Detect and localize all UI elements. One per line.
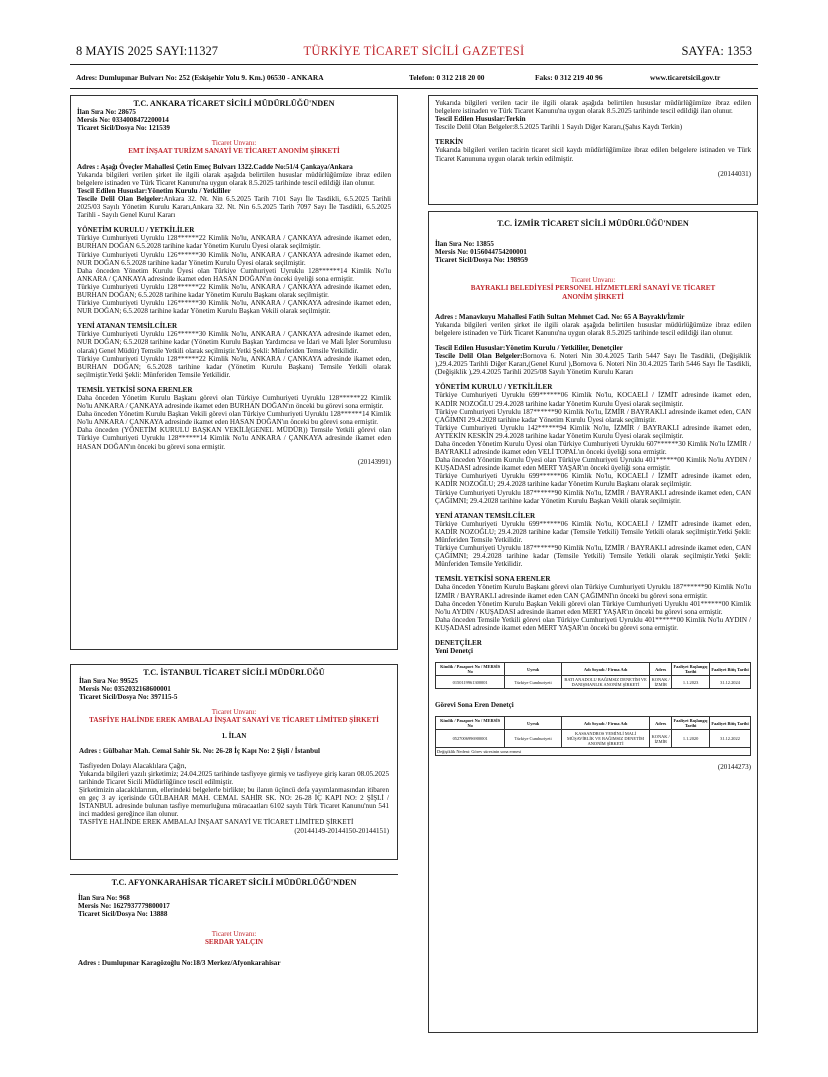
notice-afyonkarahisar	[70, 874, 398, 1059]
paragraph: Türkiye Cumhuriyeti Uyruklu 128******22 Kimlik No'lu, ANKARA / ÇANKAYA adresinde ikamet eden, BURHAN DOĞAN; 6.5.2028 tarihine kadar Yönetim Kurulu Başkanı olarak seçilmiştir.	[77, 282, 391, 299]
notice-istanbul	[70, 664, 398, 860]
new-auditor-table	[435, 662, 751, 689]
mersis-no: Mersis No: 1627937779800017	[78, 902, 170, 911]
office-title: T.C. AFYONKARAHİSAR TİCARET SİCİLİ MÜDÜRLÜĞÜ'NDEN	[111, 878, 357, 887]
section-title-new-reps: YENİ ATANAN TEMSİLCİLER	[435, 511, 536, 520]
paragraph: TASFİYE HALİNDE EREK AMBALAJ İNŞAAT SANAYİ VE TİCARET LİMİTED ŞİRKETİ	[79, 818, 354, 827]
paragraph: Tasfiyeden Dolayı Alacaklılara Çağrı,	[79, 761, 187, 770]
tescile-delil-text: Ankara 32. Nt. Nin 6.5.2025 Tarih 7101 Sayı İle Tasdikli, 6.5.2025 Tarihli 2025/03 Sayılı Yönetim Kurulu Kararı,Ankara 32. Nt. Nin 6.5.2025 Tarih 7097 Sayı İle Tasdikli, 6.5.2025 Tarihli - Sayılı Genel Kurul Kararı	[77, 194, 392, 220]
sicil-no: Ticaret Sicil/Dosya No: 397115-5	[79, 693, 178, 702]
page-number: SAYFA: 1353	[681, 44, 752, 58]
paragraph: Daha önceden Yönetim Kurulu Başkan Vekili görevi olan Türkiye Cumhuriyeti Uyruklu 128******14 Kimlik No'lu ANKARA / ÇANKAYA adresinde ikamet eden HASAN DOĞAN'ın önceki bu görevi sona ermiştir.	[77, 410, 391, 427]
section-title-board: YÖNETİM KURULU / YETKİLİLER	[435, 383, 553, 392]
ilan-no: İlan Sıra No: 968	[78, 894, 130, 903]
tescile-delil-label: Tescile Delil Olan Belgeler:	[435, 352, 523, 361]
table-cell: KONAK / İZMİR	[650, 730, 672, 748]
paragraph: Yukarıda bilgileri verilen tacirin ticaret sicil kaydı müdürlüğümüze ibraz edilen belgelere istinaden ve Türk Ticaret Kanununa uygun olarak terkin edilmiştir.	[435, 146, 751, 163]
table-cell: 0150119961300001	[436, 676, 505, 689]
table-row	[436, 748, 751, 756]
column-header: Faaliyet Bitiş Tarihi	[710, 717, 751, 730]
section-title-new-reps: YENİ ATANAN TEMSİLCİLER	[77, 322, 178, 331]
paragraph: Türkiye Cumhuriyeti Uyruklu 126******30 Kimlik No'lu, ANKARA / ÇANKAYA adresinde ikamet eden, NUR DOĞAN; 6.5.2028 tarihine kadar (Yönetim Kurulu Başkan Yardımcısı ve İdari ve Mali İşler Sorumlusu olarak) Genel Müdür) Temsile Yetkili olarak seçilmiştir.Yetki Şekli: Münferiden Temsile Yetkilidir.	[77, 330, 391, 355]
table-note: Değişiklik Nedeni: Görev süresinin sona ermesi	[436, 748, 751, 756]
table-row	[436, 730, 751, 748]
sicil-no: Ticaret Sicil/Dosya No: 121539	[77, 124, 170, 133]
paragraph: Türkiye Cumhuriyeti Uyruklu 128******22 Kimlik No'lu, ANKARA / ÇANKAYA adresinde ikamet eden, BURHAN DOĞAN 6.5.2028 tarihine kadar Yönetim Kurulu Üyesi olarak seçilmiştir.	[77, 234, 391, 251]
company-name: SERDAR YALÇIN	[204, 938, 263, 947]
gazette-title: TÜRKİYE TİCARET SİCİLİ GAZETESİ	[303, 44, 525, 58]
table-cell: Türkiye Cumhuriyeti	[505, 730, 562, 748]
paragraph: Daha önceden Yönetim Kurulu Başkanı görevi olan Türkiye Cumhuriyeti Uyruklu 187******90 Kimlik No'lu İZMİR / BAYRAKLI adresinde ikamet eden CAN ÇAĞIMNI'ın önceki bu görevi sona ermiştir.	[435, 583, 751, 600]
column-header: Faaliyet Başlangıç Tarihi	[673, 718, 708, 729]
table-row	[436, 676, 751, 689]
column-header: Adres	[650, 717, 672, 730]
tescil-hususlar: Tescil Edilen Hususlar:Yönetim Kurulu / Yetkililer	[77, 186, 231, 195]
company-name: BAYRAKLI BELEDİYESİ PERSONEL HİZMETLERİ SANAYİ VE TİCARET ANONİM ŞİRKETİ	[470, 284, 716, 301]
ilan-no: İlan Sıra No: 28675	[77, 108, 136, 117]
company-address: Adres : Aşağı Öveçler Mahallesi Çetin Emeç Bulvarı 1322.Cadde No:51/4 Çankaya/Ankara	[77, 162, 353, 171]
ilan-no: İlan Sıra No: 13855	[435, 240, 494, 249]
column-header: Uyruk	[505, 663, 562, 676]
company-address: Adres : Manavkuyu Mahallesi Fatih Sultan Mehmet Cad. No: 65 A Bayraklı/İzmir	[435, 312, 685, 321]
table-cell: KONAK / İZMİR	[651, 677, 670, 688]
tescil-hususlar: Tescil Edilen Hususlar:Yönetim Kurulu / Yetkililer, Denetçiler	[435, 343, 623, 352]
paragraph: Türkiye Cumhuriyeti Uyruklu 126******30 Kimlik No'lu, ANKARA / ÇANKAYA adresinde ikamet eden, NUR DOĞAN 6.5.2028 tarihine kadar Yönetim Kurulu Üyesi olarak seçilmiştir.	[77, 250, 391, 267]
reference-number: (20144273)	[717, 763, 751, 772]
subsection-ended-auditor: Görevi Sona Eren Denetçi	[435, 701, 514, 710]
section-title-ended: TEMSİL YETKİSİ SONA ERENLER	[77, 385, 193, 394]
table-cell: 31.12.2022	[710, 730, 751, 748]
intro-text: Yukarıda bilgileri verilen şirket ile ilgili olarak aşağıda belirtilen hususlar müdürlüğümüze ibraz edilen belgelere istinaden ve Türk Ticaret Kanunu'na uygun olarak 8.5.2025 tarihinde tescil edildiği ilan olunur.	[77, 170, 391, 187]
paragraph: Daha önceden Yönetim Kurulu Başkan Vekili görevi olan Türkiye Cumhuriyeti Uyruklu 401******00 Kimlik No'lu AYDIN / KUŞADASI adresinde ikamet eden MERT YAŞAR'ın önceki bu görevi sona ermiştir.	[435, 599, 751, 616]
web-text: www.ticaretsicil.gov.tr	[650, 73, 721, 82]
mersis-no: Mersis No: 0156044754200001	[435, 248, 527, 257]
ilan-sequence: 1. İLAN	[221, 731, 247, 740]
column-header: Uyruk	[505, 717, 562, 730]
unvan-label: Ticaret Unvanı:	[211, 930, 257, 939]
subsection-new-auditor: Yeni Denetçi	[435, 647, 474, 656]
company-name: EMT İNŞAAT TURİZM SANAYİ VE TİCARET ANONİM ŞİRKETİ	[128, 147, 340, 156]
paragraph: Daha önceden (YÖNETİM KURULU BAŞKAN VEKİLİ(GENEL MÜDÜR)) Temsile Yetkili görevi olan Türkiye Cumhuriyeti Uyruklu 128******14 Kimlik No'lu ANKARA / ÇANKAYA adresinde ikamet eden HASAN DOĞAN'ın önceki bu görevi sona ermiştir.	[77, 426, 391, 451]
address-rule	[70, 88, 758, 89]
intro-text: Yukarıda bilgileri verilen tacir ile ilgili olarak aşağıda belirtilen hususlar müdürlüğümüze ibraz edilen belgelere istinaden ve Türk Ticaret Kanunu'na uygun olarak 8.5.2025 tarihinde tescil edildiği ilan olunur.	[435, 99, 751, 116]
paragraph: Daha önceden Yönetim Kurulu Üyesi olan Türkiye Cumhuriyeti Uyruklu 401******00 Kimlik No'lu AYDIN / KUŞADASI adresinde ikamet eden MERT YAŞAR'ın önceki üyeliği sona ermiştir.	[435, 456, 751, 473]
paragraph: Daha önceden Yönetim Kurulu Üyesi olan Türkiye Cumhuriyeti Uyruklu 128******14 Kimlik No'lu ANKARA / ÇANKAYA adresinde ikamet eden HASAN DOĞAN'ın önceki üyeliği sona ermiştir.	[77, 266, 391, 283]
paragraph: Yukarıda bilgileri yazılı şirketimiz; 24.04.2025 tarihinde tasfiyeye girmiş ve tasfiyeye giriş kararı 08.05.2025 tarihinde Ticaret Sicili Müdürlüğünce tescil edilmiştir.	[79, 769, 389, 786]
section-title-terkin: TERKİN	[435, 138, 463, 147]
notice-izmir	[428, 211, 758, 1033]
table-cell: 1.1.2023	[672, 676, 710, 689]
fax-text: Faks: 0 312 219 40 96	[535, 73, 603, 82]
paragraph: Türkiye Cumhuriyeti Uyruklu 187******90 Kimlik No'lu, İZMİR / BAYRAKLI adresinde ikamet eden, CAN ÇAĞIMNI 29.4.2028 tarihine kadar Yönetim Kurulu Üyesi olarak seçilmiştir.	[435, 407, 751, 424]
reference-number: (20144031)	[717, 169, 751, 178]
header-rule	[70, 64, 758, 65]
paragraph: Şirketimizin alacaklılarının, ellerindeki belgelerle birlikte; bu ilanın üçüncü defa yayımlanmasından itibaren en geç 3 ay içerisinde GÜLBAHAR MAH. CEMAL SAHİR SK. NO: 26-28 İÇ KAPI NO: 2 ŞİŞLİ / İSTANBUL adresinde bulunan tasfiye memurluğuna müracaatları 6102 sayılı Türk Ticaret Kanunu'nun 541 inci maddesi gereğince ilan olunur.	[79, 786, 389, 819]
table-cell: Türkiye Cumhuriyeti	[505, 676, 562, 689]
address-bar	[76, 73, 752, 85]
section-title-auditors: DENETÇİLER	[435, 639, 482, 648]
sicil-no: Ticaret Sicil/Dosya No: 13888	[78, 910, 168, 919]
reference-number: (20143991)	[357, 457, 391, 466]
column-header: Adı Soyadı / Firma Adı	[561, 663, 649, 676]
ended-auditor-table	[435, 716, 751, 756]
issue-date: 8 MAYIS 2025 SAYI:11327	[76, 44, 219, 58]
section-title-board: YÖNETİM KURULU / YETKİLİLER	[77, 226, 195, 235]
column-header: Adres	[650, 663, 672, 676]
address-text: Adres: Dumlupınar Bulvarı No: 252 (Eskişehir Yolu 9. Km.) 06530 - ANKARA	[76, 73, 324, 82]
office-title: T.C. İZMİR TİCARET SİCİLİ MÜDÜRLÜĞÜ'NDEN	[497, 219, 689, 228]
unvan-label: Ticaret Unvanı:	[211, 139, 257, 148]
section-title-ended: TEMSİL YETKİSİ SONA ERENLER	[435, 575, 551, 584]
company-address: Adres : Dumlupınar Karagözoğlu No:18/3 Merkez/Afyonkarahisar	[78, 958, 281, 967]
column-header: Adı Soyadı / Firma Adı	[561, 717, 649, 730]
gazette-header	[76, 44, 752, 60]
ilan-no: İlan Sıra No: 99525	[79, 677, 138, 686]
paragraph: Türkiye Cumhuriyeti Uyruklu 187******90 Kimlik No'lu, İZMİR / BAYRAKLI adresinde ikamet eden, CAN ÇAĞIMNI; 29.4.2028 tarihine kadar (Temsile Yetkili) Temsile Yetkili olarak seçilmiştir.Yetki Şekli: Münferiden Temsile Yetkilidir.	[435, 544, 751, 569]
phone-text: Telefon: 0 312 218 20 00	[409, 73, 485, 82]
column-header: Kimlik / Pasaport No / MERSİS No	[436, 663, 505, 676]
sicil-no: Ticaret Sicil/Dosya No: 198959	[435, 256, 528, 265]
paragraph: Türkiye Cumhuriyeti Uyruklu 699******06 Kimlik No'lu, KOCAELİ / İZMİT adresinde ikamet eden, KADİR NOZOĞLU 29.4.2028 tarihine kadar Yönetim Kurulu Üyesi olarak seçilmiştir.	[435, 391, 751, 408]
paragraph: Daha önceden Temsile Yetkili görevi olan Türkiye Cumhuriyeti Uyruklu 401******00 Kimlik No'lu AYDIN / KUŞADASI adresinde ikamet eden MERT YAŞAR'ın önceki bu görevi sona ermiştir.	[435, 615, 751, 632]
paragraph: Türkiye Cumhuriyeti Uyruklu 699******06 Kimlik No'lu, KOCAELİ / İZMİT adresinde ikamet eden, KADİR NOZOĞLU; 29.4.2028 tarihine kadar (Temsile Yetkili) Temsile Yetkili olarak seçilmiştir.Yetki Şekli: Münferiden Temsile Yetkilidir.	[435, 519, 751, 544]
paragraph: Daha önceden Yönetim Kurulu Başkanı görevi olan Türkiye Cumhuriyeti Uyruklu 128******22 Kimlik No'lu ANKARA / ÇANKAYA adresinde ikamet eden BURHAN DOĞAN'ın önceki bu görevi sona ermiştir.	[77, 394, 391, 411]
paragraph: Türkiye Cumhuriyeti Uyruklu 142******94 Kimlik No'lu, İZMİR / BAYRAKLI adresinde ikamet eden, AYTEKİN KESKİN 29.4.2028 tarihine kadar Yönetim Kurulu Üyesi olarak seçilmiştir.	[435, 423, 751, 440]
intro-text: Yukarıda bilgileri verilen şirket ile ilgili olarak aşağıda belirtilen hususlar müdürlüğümüze ibraz edilen belgelere istinaden ve Türk Ticaret Kanunu'na uygun olarak 8.5.2025 tarihinde tescil edildiği ilan olunur.	[435, 320, 751, 337]
column-header: Faaliyet Bitiş Tarihi	[710, 663, 751, 676]
reference-number: (20144149-20144150-20144151)	[294, 826, 389, 835]
tescile-delil-text: Bornova 6. Noteri Nin 30.4.2025 Tarih 5447 Sayı İle Tasdikli, (Değişiklik ),29.4.2025 Tarihli Diğer Kararı,(Genel Kurul ),Bornova 6. Noteri Nin 30.4.2025 Tarih 5446 Sayı İle Tasdikli, (Değişiklik ),29.4.2025 Tarihli 2025/08 Sayılı Yönetim Kurulu Kararı	[435, 352, 751, 377]
table-cell: 0527006996900001	[436, 730, 505, 748]
paragraph: Türkiye Cumhuriyeti Uyruklu 126******30 Kimlik No'lu, ANKARA / ÇANKAYA adresinde ikamet eden, NUR DOĞAN; 6.5.2028 tarihine kadar Yönetim Kurulu Başkan Vekili olarak seçilmiştir.	[77, 299, 391, 316]
notice-afyonkarahisar-continued	[428, 95, 758, 205]
tescile-delil-label: Tescile Delil Olan Belgeler:	[77, 194, 164, 203]
paragraph: Daha önceden Yönetim Kurulu Üyesi olan Türkiye Cumhuriyeti Uyruklu 607******30 Kimlik No'lu İZMİR / BAYRAKLI adresinde ikamet eden VELİ TOPAL'ın önceki üyeliği sona ermiştir.	[435, 439, 751, 457]
tescil-hususlar: Tescil Edilen Hususlar:Terkin	[435, 115, 526, 124]
tescile-delil-text: Tescile Delil Olan Belgeler:8.5.2025 Tarihli 1 Sayılı Diğer Kararı,(Şahıs Kaydı Terkin)	[435, 123, 683, 132]
table-cell: 31.12.2024	[710, 676, 751, 689]
table-cell: BATI ANADOLU BAĞIMSIZ DENETİM VE DANIŞMANLIK ANONİM ŞİRKETİ	[561, 676, 649, 689]
company-name: TASFİYE HALİNDE EREK AMBALAJ İNŞAAT SANAYİ VE TİCARET LİMİTED ŞİRKETİ	[89, 716, 379, 725]
office-title: T.C. İSTANBUL TİCARET SİCİLİ MÜDÜRLÜĞÜ	[143, 668, 325, 677]
office-title: T.C. ANKARA TİCARET SİCİLİ MÜDÜRLÜĞÜ'NDEN	[133, 99, 335, 108]
paragraph: Türkiye Cumhuriyeti Uyruklu 128******22 Kimlik No'lu, ANKARA / ÇANKAYA adresinde ikamet eden, BURHAN DOĞAN; 6.5.2028 tarihine kadar (Yönetim Kurulu Başkanı) Temsile Yetkili olarak seçilmiştir.Yetki Şekli: Münferiden Temsile Yetkilidir.	[77, 354, 391, 379]
column-header: Kimlik / Pasaport No / MERSİS No	[436, 717, 505, 730]
table-cell: 1.1.2020	[672, 730, 710, 748]
company-address: Adres : Gülbahar Mah. Cemal Sahir Sk. No: 26-28 İç Kapı No: 2 Şişli / İstanbul	[79, 746, 321, 755]
unvan-label: Ticaret Unvanı:	[570, 276, 616, 285]
mersis-no: Mersis No: 0352032168600001	[79, 685, 171, 694]
paragraph: Türkiye Cumhuriyeti Uyruklu 699******06 Kimlik No'lu, KOCAELİ / İZMİT adresinde ikamet eden, KADİR NOZOĞLU; 29.4.2028 tarihine kadar Yönetim Kurulu Başkanı olarak seçilmiştir.	[435, 472, 751, 489]
paragraph: Türkiye Cumhuriyeti Uyruklu 187******90 Kimlik No'lu, İZMİR / BAYRAKLI adresinde ikamet eden, CAN ÇAĞIMNI; 29.4.2028 tarihine kadar Yönetim Kurulu Başkan Vekili olarak seçilmiştir.	[435, 488, 751, 505]
column-header: Faaliyet Başlangıç Tarihi	[673, 664, 708, 675]
notice-ankara	[70, 95, 398, 650]
mersis-no: Mersis No: 0334008472200014	[77, 116, 169, 125]
table-cell: KASSANDROS YEMİNLİ MALİ MÜŞAVİRLİK VE BAĞIMSIZ DENETİM ANONİM ŞİRKETİ	[561, 730, 649, 748]
unvan-label: Ticaret Unvanı:	[211, 708, 257, 717]
